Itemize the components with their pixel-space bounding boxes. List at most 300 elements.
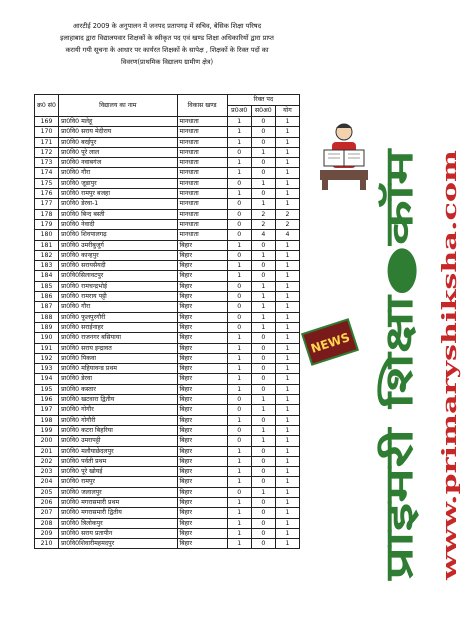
head-teacher-vacancy-cell: 0	[227, 250, 251, 260]
head-teacher-vacancy-cell: 1	[227, 477, 251, 487]
table-row	[35, 425, 300, 435]
school-name-cell: प्रा0वि0 सरायसैयदी	[59, 261, 177, 271]
table-row	[35, 415, 300, 425]
total-vacancy-cell: 1	[275, 199, 299, 209]
header-assistant-teacher: स0अ0	[251, 106, 275, 117]
serial-cell: 177	[35, 199, 59, 209]
table-row	[35, 477, 300, 487]
serial-cell: 203	[35, 467, 59, 477]
head-teacher-vacancy-cell: 0	[227, 405, 251, 415]
total-vacancy-cell: 1	[275, 456, 299, 466]
assistant-teacher-vacancy-cell: 1	[251, 250, 275, 260]
school-name-cell: प्रा0वि0 नवाबगंज	[59, 158, 177, 168]
total-vacancy-cell: 1	[275, 147, 299, 157]
total-vacancy-cell: 1	[275, 518, 299, 528]
head-teacher-vacancy-cell: 1	[227, 364, 251, 374]
total-vacancy-cell: 1	[275, 281, 299, 291]
block-cell: बिहार	[177, 539, 227, 549]
serial-cell: 207	[35, 508, 59, 518]
total-vacancy-cell: 1	[275, 497, 299, 507]
watermark-sidebar	[300, 100, 461, 640]
vacancy-table	[34, 94, 300, 549]
assistant-teacher-vacancy-cell: 0	[251, 168, 275, 178]
head-teacher-vacancy-cell: 0	[227, 147, 251, 157]
assistant-teacher-vacancy-cell: 0	[251, 477, 275, 487]
school-name-cell: प्रा0वि0 जूडापुर	[59, 178, 177, 188]
assistant-teacher-vacancy-cell: 2	[251, 209, 275, 219]
table-row	[35, 147, 300, 157]
serial-cell: 169	[35, 117, 59, 127]
table-row	[35, 189, 300, 199]
school-name-cell: प्रा0वि0 फूलपुरगौरी	[59, 312, 177, 322]
serial-cell: 189	[35, 322, 59, 332]
table-row	[35, 219, 300, 229]
total-vacancy-cell: 1	[275, 508, 299, 518]
table-row	[35, 508, 300, 518]
total-vacancy-cell: 1	[275, 117, 299, 127]
block-cell: बिहार	[177, 456, 227, 466]
block-cell: बिहार	[177, 497, 227, 507]
table-row	[35, 240, 300, 250]
block-cell: मानधाता	[177, 178, 227, 188]
total-vacancy-cell: 1	[275, 178, 299, 188]
block-cell: बिहार	[177, 343, 227, 353]
serial-cell: 202	[35, 456, 59, 466]
block-cell: बिहार	[177, 250, 227, 260]
head-teacher-vacancy-cell: 0	[227, 436, 251, 446]
block-cell: मानधाता	[177, 117, 227, 127]
assistant-teacher-vacancy-cell: 1	[251, 199, 275, 209]
total-vacancy-cell: 2	[275, 219, 299, 229]
head-teacher-vacancy-cell: 0	[227, 230, 251, 240]
block-cell: मानधाता	[177, 189, 227, 199]
head-teacher-vacancy-cell: 1	[227, 271, 251, 281]
head-teacher-vacancy-cell: 1	[227, 189, 251, 199]
total-vacancy-cell: 1	[275, 158, 299, 168]
table-row	[35, 209, 300, 219]
serial-cell: 195	[35, 384, 59, 394]
block-cell: बिहार	[177, 353, 227, 363]
assistant-teacher-vacancy-cell: 0	[251, 528, 275, 538]
table-row	[35, 518, 300, 528]
head-teacher-vacancy-cell: 1	[227, 374, 251, 384]
head-teacher-vacancy-cell: 0	[227, 219, 251, 229]
table-body	[35, 117, 300, 549]
header-line-4: विवरण(प्राथमिक विद्यालय ग्रामीण क्षेत्र)	[120, 58, 214, 66]
head-teacher-vacancy-cell: 1	[227, 333, 251, 343]
block-cell: बिहार	[177, 405, 227, 415]
table-row	[35, 353, 300, 363]
table-row	[35, 436, 300, 446]
school-name-cell: प्रा0वि0 मलेहू	[59, 117, 177, 127]
total-vacancy-cell: 1	[275, 528, 299, 538]
header-total: योग	[275, 106, 299, 117]
school-name-cell: प्रा0वि0 मलौयाछेदलपुर	[59, 446, 177, 456]
assistant-teacher-vacancy-cell: 1	[251, 322, 275, 332]
serial-cell: 205	[35, 487, 59, 497]
serial-cell: 208	[35, 518, 59, 528]
header-vacant-posts: रिक्त पद	[227, 95, 299, 106]
table-row	[35, 250, 300, 260]
serial-cell: 192	[35, 353, 59, 363]
total-vacancy-cell: 1	[275, 487, 299, 497]
total-vacancy-cell: 1	[275, 322, 299, 332]
school-name-cell: प्रा0वि0 कटरा बिहरिया	[59, 425, 177, 435]
school-name-cell: प्रा0वि0 उमरीबुजुर्ग	[59, 240, 177, 250]
school-name-cell: प्रा0वि0 सराय प्रतापीन	[59, 528, 177, 538]
header-head-teacher: प्र0अ0	[227, 106, 251, 117]
table-row	[35, 405, 300, 415]
assistant-teacher-vacancy-cell: 0	[251, 384, 275, 394]
block-cell: बिहार	[177, 364, 227, 374]
table-row	[35, 168, 300, 178]
head-teacher-vacancy-cell: 0	[227, 395, 251, 405]
school-name-cell: प्रा0वि0 रामचन्द्रभोई	[59, 281, 177, 291]
school-name-cell: प्रा0वि0 पूरे खोयई	[59, 467, 177, 477]
serial-cell: 175	[35, 178, 59, 188]
serial-cell: 193	[35, 364, 59, 374]
assistant-teacher-vacancy-cell: 0	[251, 240, 275, 250]
table-row	[35, 539, 300, 549]
table-row	[35, 528, 300, 538]
table-row	[35, 281, 300, 291]
total-vacancy-cell: 1	[275, 333, 299, 343]
assistant-teacher-vacancy-cell: 0	[251, 343, 275, 353]
assistant-teacher-vacancy-cell: 0	[251, 518, 275, 528]
block-cell: बिहार	[177, 436, 227, 446]
total-vacancy-cell: 1	[275, 446, 299, 456]
serial-cell: 171	[35, 137, 59, 147]
total-vacancy-cell: 1	[275, 343, 299, 353]
assistant-teacher-vacancy-cell: 0	[251, 539, 275, 549]
watermark-hindi-brand: प्राइमरी शिक्षा●कॉम	[377, 300, 421, 580]
assistant-teacher-vacancy-cell: 0	[251, 353, 275, 363]
table-row	[35, 302, 300, 312]
head-teacher-vacancy-cell: 1	[227, 384, 251, 394]
assistant-teacher-vacancy-cell: 1	[251, 302, 275, 312]
table-row	[35, 271, 300, 281]
serial-cell: 198	[35, 415, 59, 425]
assistant-teacher-vacancy-cell: 1	[251, 405, 275, 415]
school-name-cell: प्रा0वि0 गोगौर	[59, 405, 177, 415]
school-name-cell: प्रा0वि0 नेवादी	[59, 219, 177, 229]
school-name-cell: प्रा0वि0 त्रिलोकपुर	[59, 518, 177, 528]
block-cell: बिहार	[177, 528, 227, 538]
assistant-teacher-vacancy-cell: 1	[251, 178, 275, 188]
school-name-cell: प्रा0वि0 शिवपालगढ़	[59, 230, 177, 240]
assistant-teacher-vacancy-cell: 1	[251, 487, 275, 497]
serial-cell: 209	[35, 528, 59, 538]
head-teacher-vacancy-cell: 1	[227, 353, 251, 363]
serial-cell: 186	[35, 292, 59, 302]
block-cell: बिहार	[177, 322, 227, 332]
head-teacher-vacancy-cell: 1	[227, 137, 251, 147]
block-cell: मानधाता	[177, 168, 227, 178]
table-row	[35, 137, 300, 147]
head-teacher-vacancy-cell: 1	[227, 261, 251, 271]
total-vacancy-cell: 1	[275, 405, 299, 415]
school-name-cell: प्रा0वि0 पर्वती प्रथम	[59, 456, 177, 466]
block-cell: बिहार	[177, 261, 227, 271]
table-row	[35, 261, 300, 271]
school-name-cell: प्रा0वि0 पूरे लाल	[59, 147, 177, 157]
serial-cell: 206	[35, 497, 59, 507]
school-name-cell: प्रा0वि0 राजनगर बसियाया	[59, 333, 177, 343]
school-name-cell: प्रा0वि0 डेरवा-1	[59, 199, 177, 209]
assistant-teacher-vacancy-cell: 0	[251, 508, 275, 518]
table-row	[35, 158, 300, 168]
watermark-text-area	[316, 140, 476, 600]
total-vacancy-cell: 1	[275, 292, 299, 302]
total-vacancy-cell: 1	[275, 374, 299, 384]
serial-cell: 190	[35, 333, 59, 343]
head-teacher-vacancy-cell: 0	[227, 281, 251, 291]
total-vacancy-cell: 1	[275, 302, 299, 312]
news-badge-icon	[302, 320, 358, 364]
block-cell: मानधाता	[177, 158, 227, 168]
head-teacher-vacancy-cell: 1	[227, 528, 251, 538]
assistant-teacher-vacancy-cell: 1	[251, 436, 275, 446]
assistant-teacher-vacancy-cell: 1	[251, 395, 275, 405]
school-name-cell: प्रा0वि0सिलावटपुर	[59, 271, 177, 281]
total-vacancy-cell: 1	[275, 467, 299, 477]
school-name-cell: प्रा0वि0शिवारीमहमदपुर	[59, 539, 177, 549]
total-vacancy-cell: 1	[275, 127, 299, 137]
school-name-cell: प्रा0वि0 कस्तार	[59, 384, 177, 394]
school-name-cell: प्रा0वि0 मगरासमारी प्रथम	[59, 497, 177, 507]
block-cell: मानधाता	[177, 147, 227, 157]
school-name-cell: प्रा0वि0 रामराय पट्टी	[59, 292, 177, 302]
block-cell: बिहार	[177, 487, 227, 497]
serial-cell: 185	[35, 281, 59, 291]
table-row	[35, 343, 300, 353]
school-name-cell: प्रा0वि0 उमरापट्टी	[59, 436, 177, 446]
block-cell: बिहार	[177, 384, 227, 394]
serial-cell: 173	[35, 158, 59, 168]
school-name-cell: प्रा0वि0 सराय इन्द्रावत	[59, 343, 177, 353]
head-teacher-vacancy-cell: 1	[227, 467, 251, 477]
block-cell: मानधाता	[177, 209, 227, 219]
assistant-teacher-vacancy-cell: 0	[251, 374, 275, 384]
head-teacher-vacancy-cell: 0	[227, 302, 251, 312]
serial-cell: 200	[35, 436, 59, 446]
header-line-1: आरटीई 2009 के अनुपालन में जनपद प्रतापगढ़ में सचिव, बेसिक शिक्षा परिषद	[72, 22, 262, 30]
serial-cell: 210	[35, 539, 59, 549]
school-name-cell: प्रा0वि0 जलालपुर	[59, 487, 177, 497]
school-name-cell: प्रा0वि0 सराईनाहर	[59, 322, 177, 332]
serial-cell: 172	[35, 147, 59, 157]
total-vacancy-cell: 1	[275, 312, 299, 322]
serial-cell: 170	[35, 127, 59, 137]
school-name-cell: प्रा0वि0 महियावन्ड प्रथम	[59, 364, 177, 374]
table-row	[35, 178, 300, 188]
serial-cell: 182	[35, 250, 59, 260]
document-header	[34, 20, 300, 68]
total-vacancy-cell: 1	[275, 415, 299, 425]
total-vacancy-cell: 1	[275, 539, 299, 549]
header-serial: क्र0 सं0	[35, 95, 59, 117]
total-vacancy-cell: 1	[275, 436, 299, 446]
serial-cell: 180	[35, 230, 59, 240]
total-vacancy-cell: 2	[275, 209, 299, 219]
table-row	[35, 374, 300, 384]
table-row	[35, 230, 300, 240]
total-vacancy-cell: 1	[275, 271, 299, 281]
serial-cell: 181	[35, 240, 59, 250]
assistant-teacher-vacancy-cell: 0	[251, 271, 275, 281]
school-name-cell: प्रा0वि0 बिन्द बस्ती	[59, 209, 177, 219]
school-name-cell: प्रा0वि0 डेरवा	[59, 374, 177, 384]
assistant-teacher-vacancy-cell: 4	[251, 230, 275, 240]
head-teacher-vacancy-cell: 1	[227, 127, 251, 137]
total-vacancy-cell: 1	[275, 250, 299, 260]
serial-cell: 194	[35, 374, 59, 384]
serial-cell: 191	[35, 343, 59, 353]
table-row	[35, 487, 300, 497]
total-vacancy-cell: 1	[275, 395, 299, 405]
table-row	[35, 312, 300, 322]
assistant-teacher-vacancy-cell: 1	[251, 281, 275, 291]
head-teacher-vacancy-cell: 1	[227, 117, 251, 127]
table-row	[35, 446, 300, 456]
serial-cell: 188	[35, 312, 59, 322]
head-teacher-vacancy-cell: 1	[227, 497, 251, 507]
school-name-cell: प्रा0वि0 गौरा	[59, 302, 177, 312]
block-cell: बिहार	[177, 302, 227, 312]
head-teacher-vacancy-cell: 1	[227, 240, 251, 250]
table-row	[35, 292, 300, 302]
school-name-cell: प्रा0वि0 सराय मेदीराय	[59, 127, 177, 137]
block-cell: बिहार	[177, 292, 227, 302]
school-name-cell: प्रा0वि0 गोगौरी	[59, 415, 177, 425]
head-teacher-vacancy-cell: 1	[227, 508, 251, 518]
head-teacher-vacancy-cell: 1	[227, 168, 251, 178]
head-teacher-vacancy-cell: 0	[227, 199, 251, 209]
table-row	[35, 333, 300, 343]
head-teacher-vacancy-cell: 0	[227, 178, 251, 188]
head-teacher-vacancy-cell: 0	[227, 292, 251, 302]
total-vacancy-cell: 1	[275, 353, 299, 363]
total-vacancy-cell: 1	[275, 384, 299, 394]
watermark-url: www.primaryshiksha.com	[437, 295, 461, 580]
block-cell: मानधाता	[177, 230, 227, 240]
block-cell: मानधाता	[177, 127, 227, 137]
assistant-teacher-vacancy-cell: 2	[251, 219, 275, 229]
svg-text:NEWS: NEWS	[309, 330, 352, 356]
table-row	[35, 467, 300, 477]
school-name-cell: प्रा0वि0 बरईपुर	[59, 137, 177, 147]
block-cell: बिहार	[177, 281, 227, 291]
school-name-cell: प्रा0वि0 रामपुर बजहा	[59, 189, 177, 199]
school-name-cell: प्रा0वि0 खटवारा द्वितीय	[59, 395, 177, 405]
school-name-cell: प्रा0वि0 कान्हपुर	[59, 250, 177, 260]
assistant-teacher-vacancy-cell: 0	[251, 497, 275, 507]
assistant-teacher-vacancy-cell: 0	[251, 189, 275, 199]
serial-cell: 196	[35, 395, 59, 405]
serial-cell: 204	[35, 477, 59, 487]
header-school: विद्यालय का नाम	[59, 95, 177, 117]
block-cell: मानधाता	[177, 137, 227, 147]
table-row	[35, 322, 300, 332]
school-name-cell: प्रा0वि0 मगरासमारी द्वितीय	[59, 508, 177, 518]
block-cell: बिहार	[177, 415, 227, 425]
serial-cell: 183	[35, 261, 59, 271]
table-row	[35, 456, 300, 466]
block-cell: बिहार	[177, 518, 227, 528]
table-row	[35, 497, 300, 507]
assistant-teacher-vacancy-cell: 1	[251, 425, 275, 435]
assistant-teacher-vacancy-cell: 0	[251, 117, 275, 127]
table-row	[35, 117, 300, 127]
head-teacher-vacancy-cell: 1	[227, 518, 251, 528]
school-name-cell: प्रा0वि0 गौरा	[59, 168, 177, 178]
assistant-teacher-vacancy-cell: 0	[251, 137, 275, 147]
total-vacancy-cell: 1	[275, 137, 299, 147]
watermark-text-svg	[316, 140, 476, 600]
total-vacancy-cell: 1	[275, 189, 299, 199]
head-teacher-vacancy-cell: 1	[227, 456, 251, 466]
assistant-teacher-vacancy-cell: 0	[251, 127, 275, 137]
block-cell: बिहार	[177, 446, 227, 456]
school-name-cell: प्रा0वि0 रामपुर	[59, 477, 177, 487]
block-cell: बिहार	[177, 508, 227, 518]
header-line-3: करायी गयी सूचना के आधार पर कार्यरत शिक्षकों के सापेक्ष , शिक्षकों के रिक्त पदों का	[65, 46, 269, 54]
serial-cell: 174	[35, 168, 59, 178]
header-line-2: इलाहाबाद द्वारा विद्यालयवार शिक्षकों के स्वीकृत पद एवं खण्ड शिक्षा अधिकारियों द्वारा प्राप्त	[60, 34, 274, 42]
assistant-teacher-vacancy-cell: 0	[251, 364, 275, 374]
block-cell: बिहार	[177, 425, 227, 435]
serial-cell: 197	[35, 405, 59, 415]
table-row	[35, 127, 300, 137]
block-cell: बिहार	[177, 312, 227, 322]
assistant-teacher-vacancy-cell: 0	[251, 467, 275, 477]
assistant-teacher-vacancy-cell: 0	[251, 456, 275, 466]
block-cell: बिहार	[177, 374, 227, 384]
block-cell: बिहार	[177, 240, 227, 250]
head-teacher-vacancy-cell: 0	[227, 209, 251, 219]
block-cell: बिहार	[177, 467, 227, 477]
head-teacher-vacancy-cell: 1	[227, 539, 251, 549]
serial-cell: 187	[35, 302, 59, 312]
assistant-teacher-vacancy-cell: 1	[251, 292, 275, 302]
serial-cell: 178	[35, 209, 59, 219]
serial-cell: 176	[35, 189, 59, 199]
total-vacancy-cell: 1	[275, 168, 299, 178]
head-teacher-vacancy-cell: 0	[227, 487, 251, 497]
table-row	[35, 395, 300, 405]
table-row	[35, 364, 300, 374]
block-cell: मानधाता	[177, 199, 227, 209]
serial-cell: 184	[35, 271, 59, 281]
assistant-teacher-vacancy-cell: 0	[251, 415, 275, 425]
total-vacancy-cell: 1	[275, 240, 299, 250]
assistant-teacher-vacancy-cell: 0	[251, 333, 275, 343]
block-cell: बिहार	[177, 333, 227, 343]
block-cell: बिहार	[177, 395, 227, 405]
assistant-teacher-vacancy-cell: 0	[251, 158, 275, 168]
head-teacher-vacancy-cell: 1	[227, 446, 251, 456]
total-vacancy-cell: 1	[275, 364, 299, 374]
assistant-teacher-vacancy-cell: 1	[251, 312, 275, 322]
head-teacher-vacancy-cell: 1	[227, 415, 251, 425]
block-cell: मानधाता	[177, 219, 227, 229]
total-vacancy-cell: 4	[275, 230, 299, 240]
head-teacher-vacancy-cell: 0	[227, 425, 251, 435]
total-vacancy-cell: 1	[275, 425, 299, 435]
assistant-teacher-vacancy-cell: 0	[251, 261, 275, 271]
serial-cell: 199	[35, 425, 59, 435]
head-teacher-vacancy-cell: 0	[227, 312, 251, 322]
